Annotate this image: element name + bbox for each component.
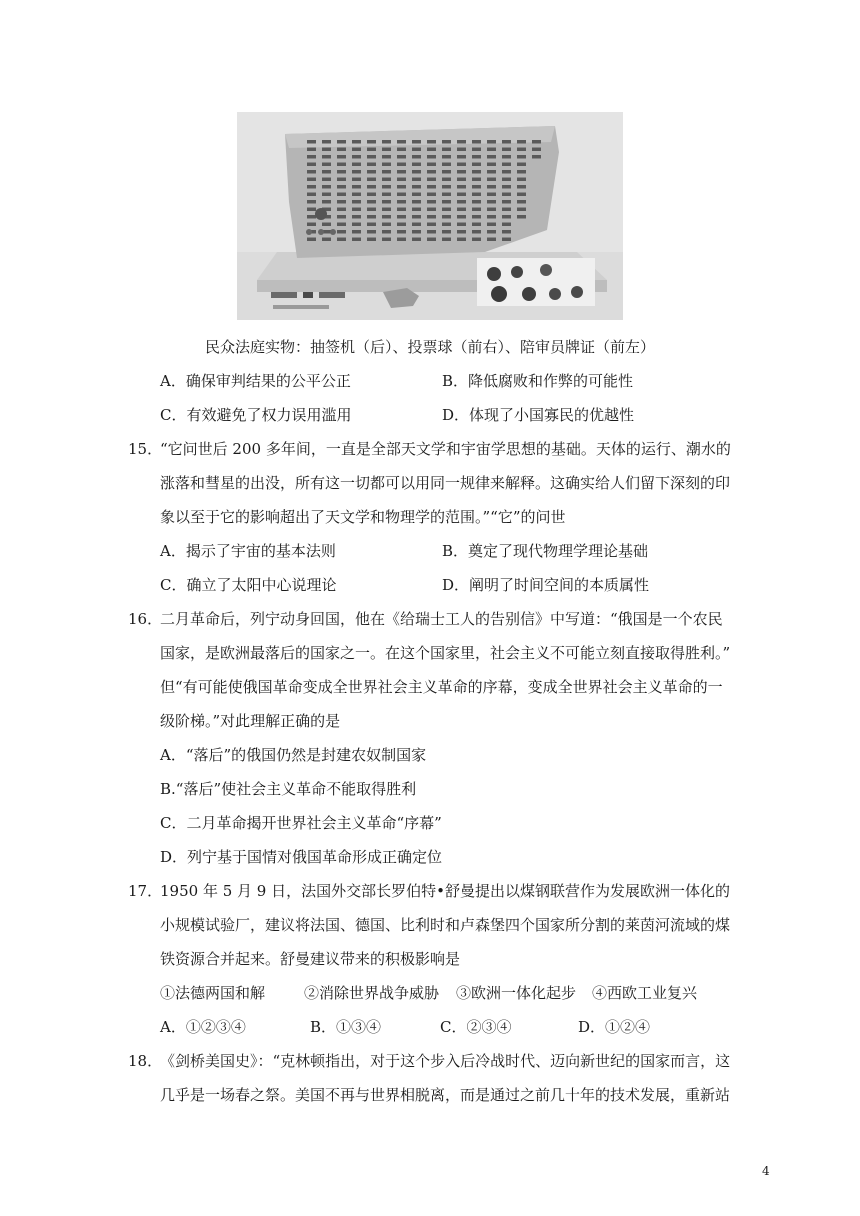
slot [382, 163, 391, 167]
slot [457, 178, 466, 182]
slot [397, 193, 406, 197]
slot [457, 140, 466, 144]
slot [397, 215, 406, 219]
slot [382, 208, 391, 212]
slot [442, 140, 451, 144]
slot [472, 200, 481, 204]
slot [457, 238, 466, 242]
q15-number: 15． [128, 440, 163, 458]
slot [382, 185, 391, 189]
slot [382, 140, 391, 144]
q17-number: 17． [128, 882, 163, 900]
slot [382, 215, 391, 219]
slot [397, 208, 406, 212]
image-caption: 民众法庭实物：抽签机（后）、投票球（前右）、陪审员牌证（前左） [204, 338, 655, 356]
slot [487, 200, 496, 204]
slot [427, 223, 436, 227]
slot [352, 215, 361, 219]
slot [502, 155, 511, 159]
slot [457, 193, 466, 197]
slot [487, 230, 496, 234]
slot [427, 163, 436, 167]
slot [502, 230, 511, 234]
slot [442, 178, 451, 182]
slot [382, 148, 391, 152]
q17-item-1: ①法德两国和解 [160, 984, 266, 1002]
slot [442, 223, 451, 227]
slot [427, 200, 436, 204]
slot [442, 208, 451, 212]
slot [457, 148, 466, 152]
slot [352, 163, 361, 167]
slot [502, 140, 511, 144]
slot [337, 155, 346, 159]
slot [502, 185, 511, 189]
slot [397, 155, 406, 159]
slot [502, 178, 511, 182]
slot [412, 170, 421, 174]
slot [442, 200, 451, 204]
slot [307, 178, 316, 182]
slot [517, 140, 526, 144]
slot [427, 193, 436, 197]
slot [457, 170, 466, 174]
slot [367, 148, 376, 152]
slot [472, 163, 481, 167]
slot [382, 238, 391, 242]
slot [427, 140, 436, 144]
slot [412, 178, 421, 182]
slot [472, 140, 481, 144]
q16-line-4: 级阶梯。”对此理解正确的是 [160, 712, 341, 730]
slot [412, 200, 421, 204]
slot [427, 185, 436, 189]
slot [427, 208, 436, 212]
q17-option-d: D．①②④ [578, 1018, 651, 1036]
slot [487, 178, 496, 182]
slot [367, 170, 376, 174]
slot [352, 170, 361, 174]
slot [457, 208, 466, 212]
slot [412, 140, 421, 144]
slot [457, 223, 466, 227]
slot [427, 170, 436, 174]
slot [322, 178, 331, 182]
slot [487, 208, 496, 212]
q16-line-2: 国家，是欧洲最落后的国家之一。在这个国家里，社会主义不可能立刻直接取得胜利。” [160, 644, 731, 662]
slot [337, 185, 346, 189]
slot [322, 185, 331, 189]
slot [307, 215, 316, 219]
slot [412, 163, 421, 167]
slot [322, 200, 331, 204]
slot [487, 163, 496, 167]
slot [517, 193, 526, 197]
slot [427, 215, 436, 219]
slot [427, 155, 436, 159]
slot [412, 238, 421, 242]
slot [307, 140, 316, 144]
slot [442, 163, 451, 167]
slot [532, 148, 541, 152]
slot [307, 163, 316, 167]
slot [457, 200, 466, 204]
slot [337, 163, 346, 167]
q18-number: 18． [128, 1052, 163, 1070]
slot [367, 223, 376, 227]
slot [352, 193, 361, 197]
slot [517, 215, 526, 219]
slot [367, 200, 376, 204]
slot [487, 193, 496, 197]
exhibit-photo [237, 112, 623, 320]
q16-option-c: C．二月革命揭开世界社会主义革命“序幕” [160, 814, 442, 832]
q15-line-2: 涨落和彗星的出没，所有这一切都可以用同一规律来解释。这确实给人们留下深刻的印 [160, 474, 731, 492]
slot [517, 208, 526, 212]
slot [487, 223, 496, 227]
slot [367, 140, 376, 144]
q16-line-3: 但“有可能使俄国革命变成全世界社会主义革命的序幕，变成全世界社会主义革命的一 [160, 678, 723, 696]
slot [442, 185, 451, 189]
slot [322, 193, 331, 197]
slot [337, 238, 346, 242]
slot [382, 200, 391, 204]
slot [442, 170, 451, 174]
slot [322, 163, 331, 167]
slot [517, 155, 526, 159]
slot [472, 170, 481, 174]
slot [442, 155, 451, 159]
slot [502, 193, 511, 197]
q17-line-2: 小规模试验厂，建议将法国、德国、比利时和卢森堡四个国家所分割的莱茵河流域的煤 [160, 916, 731, 934]
slot [472, 193, 481, 197]
slot [397, 238, 406, 242]
q18-line-2: 几乎是一场春之祭。美国不再与世界相脱离，而是通过之前几十年的技术发展，重新站 [160, 1086, 731, 1104]
slot [397, 200, 406, 204]
slot [472, 215, 481, 219]
q17-line-1: 1950 年 5 月 9 日，法国外交部长罗伯特•舒曼提出以煤钢联营作为发展欧洲一体化的 [160, 882, 730, 900]
slot [442, 215, 451, 219]
slot [337, 178, 346, 182]
slot [307, 148, 316, 152]
slot [367, 230, 376, 234]
slot [472, 148, 481, 152]
q17-option-b: B．①③④ [310, 1018, 382, 1036]
slot [517, 185, 526, 189]
slot [427, 178, 436, 182]
slot [487, 215, 496, 219]
slot [427, 238, 436, 242]
slot [412, 185, 421, 189]
q18-line-1: 《剑桥美国史》：“克林顿指出，对于这个步入后冷战时代、迈向新世纪的国家而言，这 [160, 1052, 731, 1070]
slot [517, 170, 526, 174]
slot [532, 155, 541, 159]
slot [412, 148, 421, 152]
slot [337, 208, 346, 212]
q16-line-1: 二月革命后，列宁动身回国，他在《给瑞士工人的告别信》中写道：“俄国是一个农民 [160, 610, 723, 628]
q16-option-a: A．“落后”的俄国仍然是封建农奴制国家 [160, 746, 427, 764]
slot [532, 140, 541, 144]
slot [322, 148, 331, 152]
slot [322, 155, 331, 159]
slot [352, 200, 361, 204]
slot [517, 200, 526, 204]
q14-option-c: C．有效避免了权力误用滥用 [160, 406, 352, 424]
slot [472, 178, 481, 182]
slot [367, 193, 376, 197]
slot [352, 155, 361, 159]
slot [502, 208, 511, 212]
slot [487, 185, 496, 189]
slot [337, 140, 346, 144]
slot [307, 170, 316, 174]
slot [427, 230, 436, 234]
slot [397, 148, 406, 152]
slot [502, 215, 511, 219]
slot [367, 215, 376, 219]
slot [352, 238, 361, 242]
slot [487, 148, 496, 152]
slot [502, 238, 511, 242]
slot [382, 170, 391, 174]
slot [442, 230, 451, 234]
slot [412, 230, 421, 234]
q14-option-d: D．体现了小国寡民的优越性 [442, 406, 635, 424]
q17-item-4: ④西欧工业复兴 [592, 984, 698, 1002]
slot [367, 208, 376, 212]
q17-option-c: C．②③④ [440, 1018, 512, 1036]
slot [412, 155, 421, 159]
q14-option-a: A．确保审判结果的公平公正 [160, 372, 351, 390]
slot [397, 140, 406, 144]
slot [397, 185, 406, 189]
slot [412, 208, 421, 212]
slot [397, 223, 406, 227]
q17-option-a: A．①②③④ [160, 1018, 246, 1036]
slot [472, 223, 481, 227]
slot [352, 185, 361, 189]
slot [457, 185, 466, 189]
slot [322, 170, 331, 174]
slot [322, 238, 331, 242]
slot [472, 238, 481, 242]
q15-option-a: A．揭示了宇宙的基本法则 [160, 542, 336, 560]
q17-item-3: ③欧洲一体化起步 [456, 984, 577, 1002]
slot [427, 148, 436, 152]
slot [517, 148, 526, 152]
exhibit-photo-drawing [237, 112, 623, 320]
q15-option-b: B．奠定了现代物理学理论基础 [442, 542, 649, 560]
slot [502, 223, 511, 227]
slot [397, 230, 406, 234]
slot [517, 178, 526, 182]
slot [472, 230, 481, 234]
q15-option-d: D．阐明了时间空间的本质属性 [442, 576, 650, 594]
slot [382, 178, 391, 182]
slot [412, 215, 421, 219]
q15-option-c: C．确立了太阳中心说理论 [160, 576, 337, 594]
slot [502, 170, 511, 174]
slot [487, 170, 496, 174]
slot [457, 215, 466, 219]
page-number: 4 [762, 1164, 770, 1178]
slot [337, 215, 346, 219]
slot [442, 148, 451, 152]
slot [412, 223, 421, 227]
slot [472, 208, 481, 212]
slot [307, 193, 316, 197]
slot [307, 185, 316, 189]
slot [472, 185, 481, 189]
q16-option-b: B.“落后”使社会主义革命不能取得胜利 [160, 780, 417, 798]
slot [352, 148, 361, 152]
slot [337, 200, 346, 204]
slot [397, 178, 406, 182]
slot [397, 170, 406, 174]
slot [487, 238, 496, 242]
slot [367, 185, 376, 189]
slot [352, 140, 361, 144]
slot [307, 208, 316, 212]
slot [307, 200, 316, 204]
slot [487, 140, 496, 144]
slot [502, 200, 511, 204]
slot [382, 193, 391, 197]
slot [337, 193, 346, 197]
slot [502, 148, 511, 152]
slot [337, 170, 346, 174]
q14-option-b: B．降低腐败和作弊的可能性 [442, 372, 634, 390]
slot [382, 155, 391, 159]
slot [337, 223, 346, 227]
slot [487, 155, 496, 159]
q16-number: 16． [128, 610, 163, 628]
q17-item-2: ②消除世界战争威胁 [304, 984, 440, 1002]
slot [322, 140, 331, 144]
slot [457, 163, 466, 167]
slot [352, 178, 361, 182]
slot [412, 193, 421, 197]
slot [382, 223, 391, 227]
slot [337, 148, 346, 152]
slot [367, 178, 376, 182]
slot [517, 163, 526, 167]
slot [307, 238, 316, 242]
slot [322, 223, 331, 227]
slot [382, 230, 391, 234]
slot [367, 155, 376, 159]
slot [442, 238, 451, 242]
q15-line-1: “它问世后 200 多年间，一直是全部天文学和宇宙学思想的基础。天体的运行、潮水的 [160, 440, 731, 458]
slot [352, 208, 361, 212]
slot [457, 230, 466, 234]
slot [307, 223, 316, 227]
slot [502, 163, 511, 167]
slot [337, 230, 346, 234]
slot [457, 155, 466, 159]
slot [442, 193, 451, 197]
slot [472, 155, 481, 159]
q16-option-d: D．列宁基于国情对俄国革命形成正确定位 [160, 848, 443, 866]
slot [367, 238, 376, 242]
slot [352, 223, 361, 227]
q15-line-3: 象以至于它的影响超出了天文学和物理学的范围。”“它”的问世 [160, 508, 566, 526]
q17-line-3: 铁资源合并起来。舒曼建议带来的积极影响是 [160, 950, 461, 968]
slot [367, 163, 376, 167]
slot [307, 155, 316, 159]
slot [352, 230, 361, 234]
slot [397, 163, 406, 167]
